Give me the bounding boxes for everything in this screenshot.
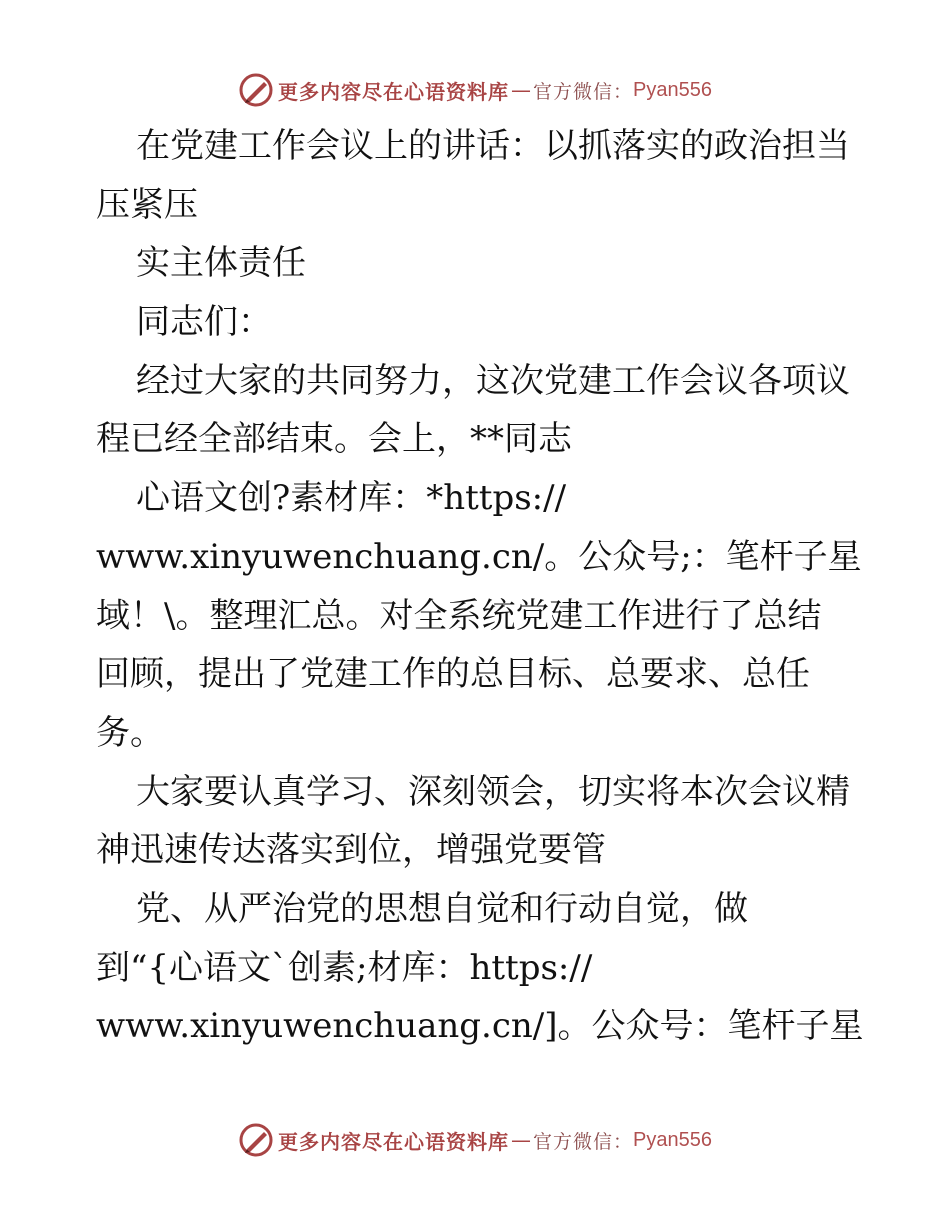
banner-wechat-label: 官方微信：: [533, 1130, 634, 1153]
banner-wechat-id: Pyan556: [633, 1128, 712, 1151]
banner-text: 更多内容尽在心语资料库: [278, 1129, 509, 1154]
text-line: www.xinyuwenchuang.cn/。公众号;：笔杆子星: [96, 536, 862, 577]
text-line: 回顾，提出了党建工作的总目标、总要求、总任: [96, 654, 810, 695]
pen-logo-icon: [238, 72, 274, 108]
text-line: 大家要认真学习、深刻领会，切实将本次会议精: [136, 771, 850, 812]
text-line: 到“{心语文`创素;材库：https://: [96, 947, 593, 988]
text-line: 程已经全部结束。会上，**同志: [96, 419, 572, 460]
text-line: www.xinyuwenchuang.cn/]。公众号：笔杆子星: [96, 1006, 864, 1047]
text-line: 在党建工作会议上的讲话：以抓落实的政治担当: [136, 126, 850, 166]
text-line: 同志们：: [136, 302, 272, 343]
text-line: 神迅速传达落实到位，增强党要管: [96, 830, 606, 871]
footer-banner: [0, 1120, 950, 1160]
document-body: [96, 117, 896, 1056]
pen-logo-icon: [238, 1122, 274, 1158]
text-line: 党、从严治党的思想自觉和行动自觉，做: [136, 888, 748, 929]
header-banner: [0, 70, 950, 110]
banner-wechat-label: 官方微信：: [533, 80, 634, 103]
banner-separator: —: [511, 78, 531, 102]
text-line: 域！\。整理汇总。对全系统党建工作进行了总结: [96, 595, 822, 636]
banner-wechat-id: Pyan556: [633, 78, 712, 101]
text-line: 心语文创?素材库：*https://: [136, 478, 567, 519]
text-line: 压紧压: [96, 184, 198, 225]
text-line: 实主体责任: [136, 243, 306, 284]
banner-separator: —: [511, 1128, 531, 1152]
banner-text: 更多内容尽在心语资料库: [278, 79, 509, 104]
text-line: 务。: [96, 712, 164, 753]
text-line: 经过大家的共同努力，这次党建工作会议各项议: [136, 360, 850, 401]
